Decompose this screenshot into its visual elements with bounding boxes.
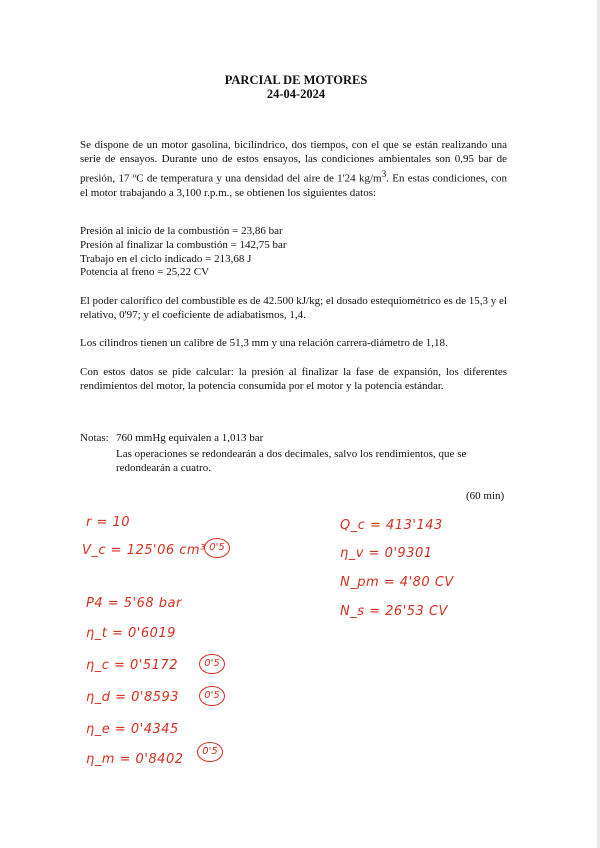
data-item: Presión al inicio de la combustión = 23,86 bar bbox=[80, 225, 283, 237]
answer-standard-power: N_s = 26'53 CV bbox=[340, 604, 448, 619]
data-item: Presión al finalizar la combustión = 142,75 bar bbox=[80, 238, 287, 251]
score-mark: 0'5 bbox=[197, 742, 223, 762]
answer-eta-m: η_m = 0'8402 bbox=[86, 752, 184, 767]
cylinders-paragraph: Los cilindros tienen un calibre de 51,3 mm y una relación carrera-diámetro de 1,18. bbox=[80, 337, 448, 349]
duration-label: (60 min) bbox=[466, 490, 505, 502]
answer-pressure-p4: P4 = 5'68 bar bbox=[86, 596, 182, 611]
score-mark: 0'5 bbox=[204, 538, 230, 558]
notes-label: Notas: bbox=[80, 432, 109, 444]
answer-eta-t: η_t = 0'6019 bbox=[86, 626, 176, 641]
note-line-1: 760 mmHg equivalen a 1,013 bar bbox=[116, 432, 264, 444]
answer-eta-d: η_d = 0'8593 bbox=[86, 690, 180, 705]
answer-power-consumed: N_pm = 4'80 CV bbox=[340, 575, 454, 590]
data-list bbox=[80, 225, 287, 280]
answer-eta-e: η_e = 0'4345 bbox=[86, 722, 179, 737]
data-item: Potencia al freno = 25,22 CV bbox=[80, 266, 210, 279]
exam-title: PARCIAL DE MOTORES bbox=[224, 73, 368, 87]
note-line-2: Las operaciones se redondearán a dos decimales, salvo los rendimientos, que se redondearán a cuatro. bbox=[116, 448, 467, 474]
fuel-paragraph: El poder calorífico del combustible es de 42.500 kJ/kg; el dosado estequiométrico es de 15,3 y el relativo, 0'97; y el coeficiente de adiabatismos, 1,4. bbox=[80, 295, 507, 322]
score-mark: 0'5 bbox=[199, 686, 225, 706]
answer-eta-v: η_v = 0'9301 bbox=[340, 546, 433, 561]
score-mark: 0'5 bbox=[199, 654, 225, 674]
exam-date: 24-04-2024 bbox=[266, 87, 326, 101]
intro-paragraph: Se dispone de un motor gasolina, bicilíndrico, dos tiempos, con el que se están realizando una serie de ensayos. Durante uno de estos ensayos, las condiciones ambientales son 0,95 bar de presión, 17 ºC de temperatura y una densidad del aire de 1'24 $kg/m^3$. En estas condiciones, con el motor trabajando a 3,100 r.p.m., se obtienen los siguientes datos: bbox=[80, 139, 508, 199]
answer-displacement: V_c = 125'06 cm³ bbox=[82, 543, 206, 558]
data-item: Trabajo en el ciclo indicado = 213,68 J bbox=[80, 252, 252, 265]
answer-eta-c: η_c = 0'5172 bbox=[86, 658, 178, 673]
question-paragraph: Con estos datos se pide calcular: la presión al finalizar la fase de expansión, los diferentes rendimientos del motor, la potencia consumida por el motor y la potencia estándar. bbox=[80, 366, 507, 393]
answer-compression-ratio: r = 10 bbox=[86, 515, 131, 530]
answer-heat-consumed: Q_c = 413'143 bbox=[340, 518, 443, 533]
